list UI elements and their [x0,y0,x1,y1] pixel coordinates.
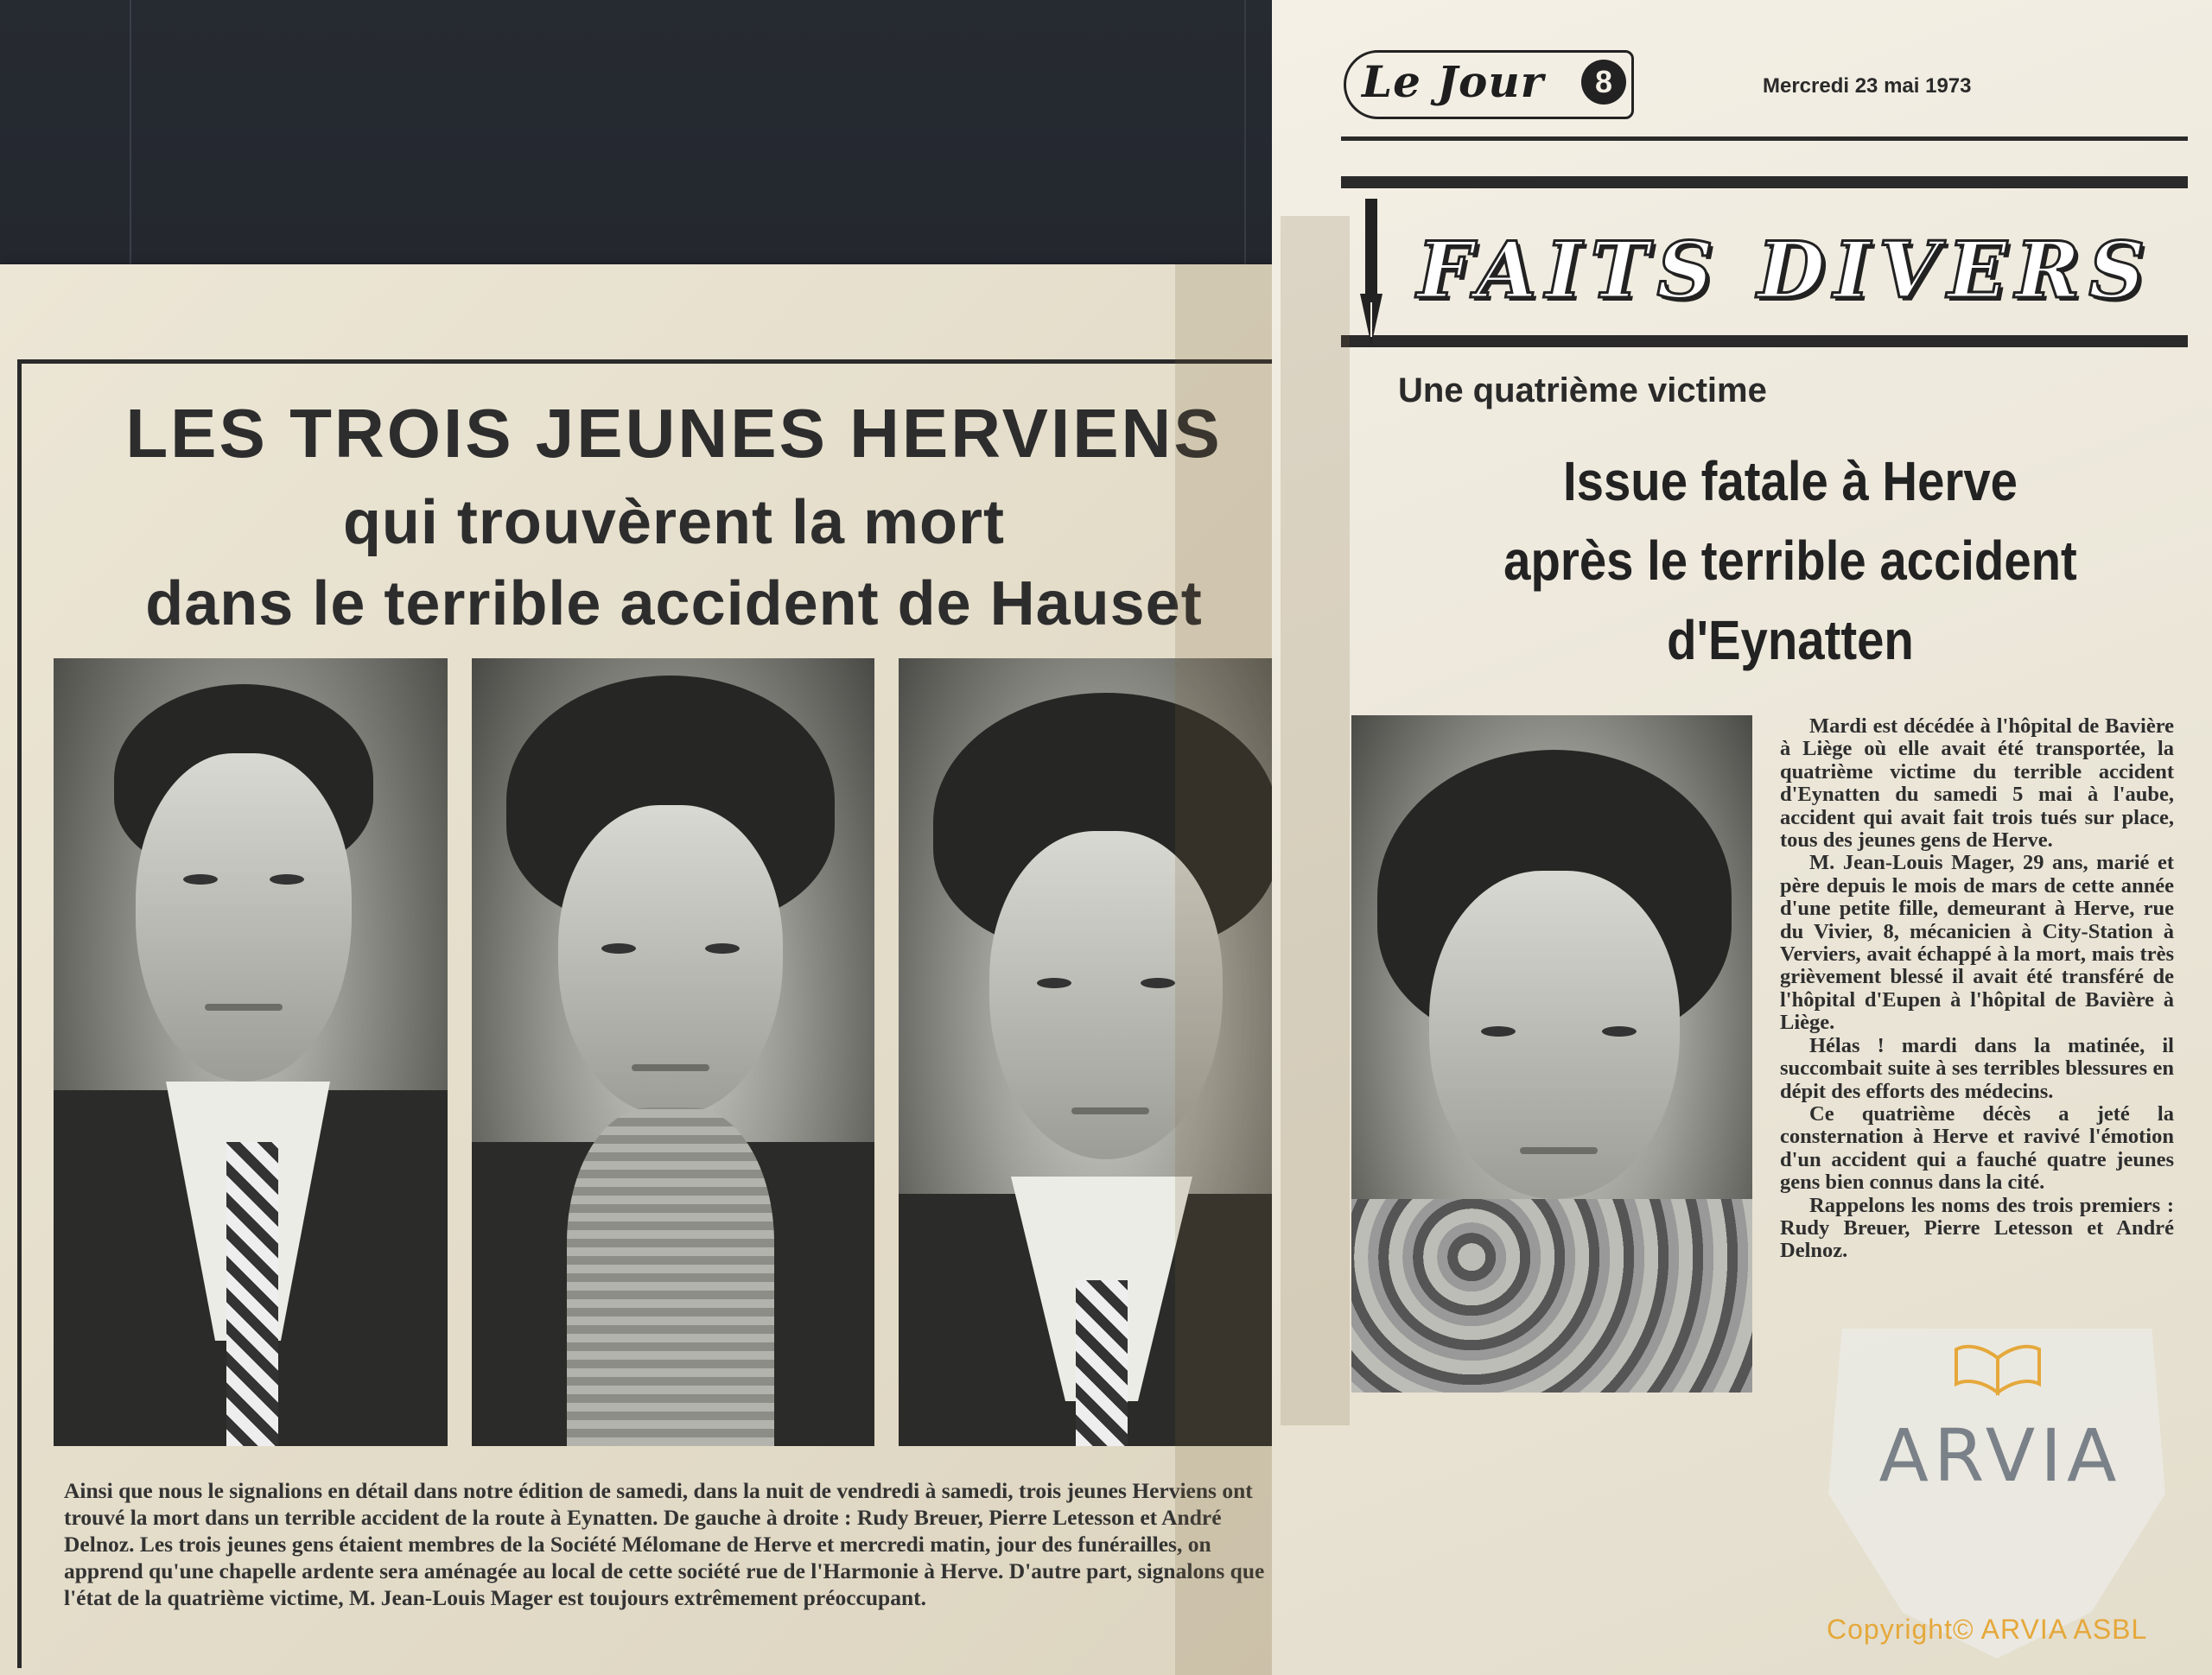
newspaper-logo: Le Jour [1362,56,1545,107]
headline-line-1: LES TROIS JEUNES HERVIENS [125,395,1223,472]
section-rule-bottom [1341,335,2188,347]
photo-face [136,753,352,1082]
photo-eye [183,874,218,885]
article-paragraph: M. Jean-Louis Mager, 29 ans, marié et père depuis le mois de mars de cette année d'une petite fille, demeurant à Herve, rue du Vivier, 8, mécanicien à City-Station à Verviers, avait échappé à la mort, mais très grièvement blessé il avait été transféré de l'hôpital d'Eupen à l'hôpital de Bavière à Liège. [1780,851,2174,1035]
masthead-rule [1341,136,2188,141]
article-paragraph: Mardi est décédée à l'hôpital de Bavière à Liège où elle avait été transportée, la quatrième victime du terrible accident d'Eynatten du samedi 5 mai à l'aube, accident qui avait fait trois tués sur place, tous des jeunes gens de Herve. [1780,714,2174,853]
watermark-logo-text: ARVIA [1878,1413,2122,1498]
article-paragraph: Hélas ! mardi dans la matinée, il succombait suite à ses terribles blessures en dépit des efforts des médecins. [1780,1033,2174,1103]
photo-mouth [1071,1107,1149,1114]
photo-eye [601,943,636,954]
photo-tie [226,1142,278,1446]
adhesive-tape [1175,264,1279,1675]
photo-mouth [205,1004,283,1011]
photo-patterned-shirt [1351,1199,1752,1393]
section-rule-top [1341,176,2188,188]
board-fold-line [1244,0,1246,276]
photo-eye [1481,1026,1516,1037]
copyright-notice: Copyright© ARVIA ASBL [1827,1614,2148,1645]
photo-turtleneck [567,1107,774,1446]
article-body [1780,715,2174,1263]
masthead [1344,50,1634,119]
photo-tie [1076,1280,1128,1446]
photo-caption: Ainsi que nous le signalions en détail dans notre édition de samedi, dans la nuit de vendredi à samedi, trois jeunes Herviens ont trouvé la mort dans un terrible accident de la route à Eynatten. De gauche à droite : Rudy Breuer, Pierre Letesson et André Delnoz. Les trois jeunes gens étaient membres de la Société Mélomane de Herve et mercredi matin, jour des funérailles, on apprend qu'une chapelle ardente sera aménagée au local de cette société rue de l'Harmonie à Herve. D'autre part, signalons que l'état de la quatrième victime, M. Jean-Louis Mager est toujours extrêmement préoccupant. [64,1478,1265,1610]
headline-line-2: qui trouvèrent la mort [342,488,1006,557]
article-headline-line-1: Issue fatale à Herve [1563,450,2018,512]
article-paragraph: Ce quatrième décès a jeté la consternation à Herve et ravivé l'émotion d'un accident qui a fauché quatre jeunes gens bien connus dans la cité. [1780,1101,2174,1195]
photo-eye [1037,978,1071,988]
page-number: 8 [1581,60,1626,105]
article-headline-line-3: d'Eynatten [1667,609,1914,671]
photo-eye [705,943,740,954]
article-kicker: Une quatrième victime [1398,371,1767,409]
board-fold-line [130,0,131,268]
adhesive-tape [1281,216,1350,1425]
pen-nib-icon [1357,199,1386,346]
photo-eye [270,874,304,885]
article-paragraph: Rappelons les noms des trois premiers : Rudy Breuer, Pierre Letesson et André Delnoz. [1780,1193,2174,1263]
headline-line-3: dans le terrible accident de Hauset [145,569,1203,638]
left-newspaper-clipping [0,264,1348,1675]
article-headline-line-2: après le terrible accident [1503,530,2077,592]
portrait-photo-2 [472,658,874,1446]
photo-eye [1602,1026,1637,1037]
portrait-photo-1 [54,658,448,1446]
portrait-photo-victim [1351,715,1752,1393]
photo-eye [1141,978,1175,988]
open-book-icon [1955,1332,2041,1401]
publication-date: Mercredi 23 mai 1973 [1763,74,1972,98]
section-title: FAITS DIVERS [1417,225,2154,316]
photo-mouth [1520,1147,1598,1154]
photo-mouth [632,1064,709,1071]
